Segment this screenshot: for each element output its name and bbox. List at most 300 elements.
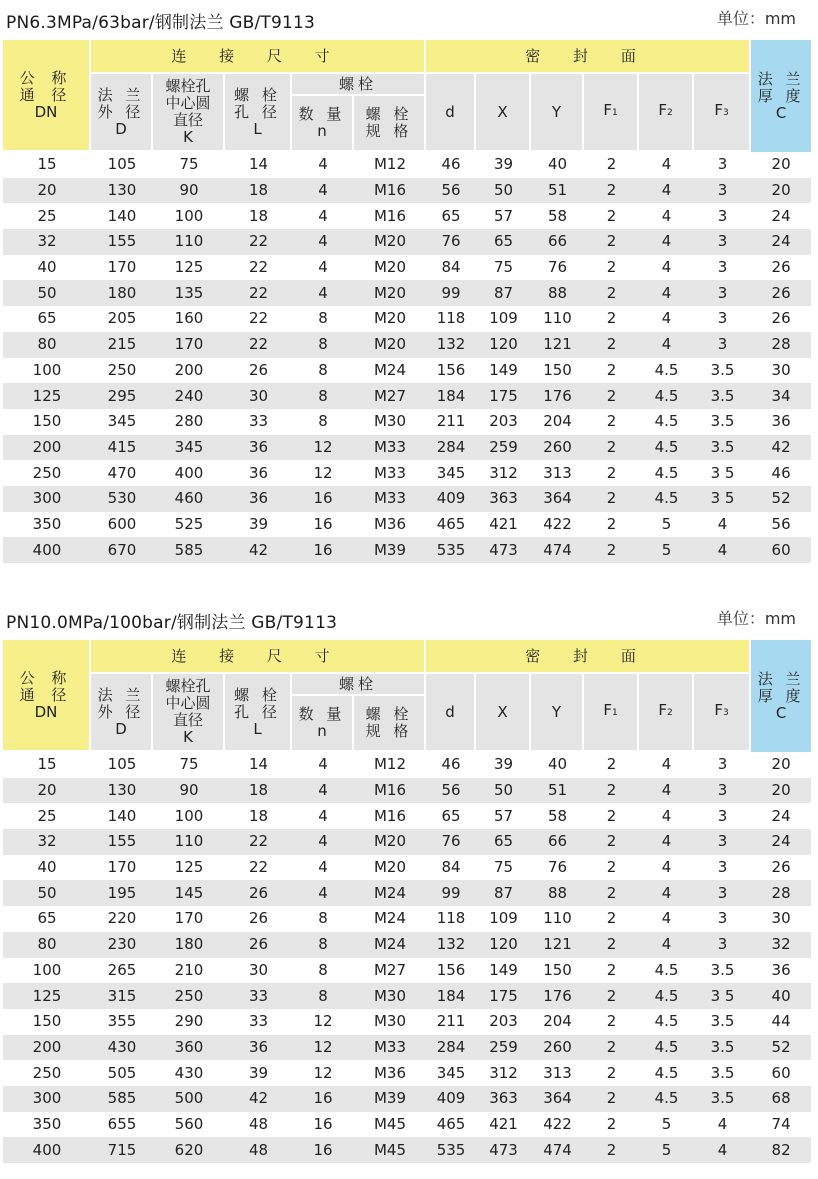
- table-cell: 33: [248, 412, 269, 431]
- table-cell: 3: [717, 755, 728, 774]
- table-row: [3, 537, 811, 563]
- table-cell: 4: [661, 755, 672, 774]
- table-cell: 315: [91, 983, 153, 1009]
- table-cell: M20: [373, 258, 407, 277]
- table-cell: 4: [318, 155, 328, 174]
- table-cell: 2: [606, 1012, 617, 1031]
- table-cell: 2: [584, 1137, 639, 1163]
- table-cell: 135: [153, 280, 225, 306]
- table-cell: 156: [436, 360, 466, 379]
- table-cell: 3: [694, 280, 751, 306]
- table-cell: 110: [153, 229, 225, 255]
- table-cell: 20: [751, 178, 811, 204]
- table-cell: 60: [751, 537, 811, 563]
- spec-table-body: [3, 152, 811, 563]
- table-cell: 65: [37, 309, 57, 328]
- table-cell: 33: [225, 983, 292, 1009]
- table-cell: 132: [426, 932, 476, 958]
- table-cell: 99: [426, 280, 476, 306]
- table-cell: 130: [91, 778, 153, 804]
- table-cell: 80: [3, 932, 91, 958]
- table-cell: 4.5: [639, 1035, 694, 1061]
- table-cell: 42: [751, 435, 811, 461]
- table-cell: M27: [354, 383, 426, 409]
- table-cell: 16: [292, 486, 354, 512]
- table-cell: 28: [751, 332, 811, 358]
- table-cell: 18: [225, 178, 292, 204]
- table-cell: 3 5: [710, 463, 735, 482]
- table-cell: M27: [373, 960, 407, 979]
- table-cell: 3.5: [694, 383, 751, 409]
- table-row: [3, 983, 811, 1009]
- table-cell: 2: [584, 778, 639, 804]
- table-cell: 2: [606, 1114, 617, 1133]
- table-cell: 22: [248, 309, 269, 328]
- table-cell: M16: [373, 806, 407, 825]
- table-cell: 2: [606, 309, 617, 328]
- table-cell: 3: [694, 829, 751, 855]
- table-cell: 155: [91, 829, 153, 855]
- table-cell: 68: [751, 1086, 811, 1112]
- table-cell: 350: [32, 1114, 62, 1133]
- table-cell: 150: [32, 1012, 62, 1031]
- table-cell: 560: [174, 1114, 204, 1133]
- table-cell: 300: [3, 1086, 91, 1112]
- table-cell: 474: [531, 1137, 584, 1163]
- table-cell: 4.5: [639, 983, 694, 1009]
- seal-f2-header: F2: [639, 74, 694, 152]
- table-cell: 40: [547, 155, 568, 174]
- table-cell: 203: [489, 412, 518, 431]
- table-cell: 260: [531, 1035, 584, 1061]
- table-cell: M30: [373, 1012, 407, 1031]
- table-cell: 24: [751, 229, 811, 255]
- table-cell: 36: [248, 463, 269, 482]
- table-row: [3, 932, 811, 958]
- table-cell: 205: [107, 309, 137, 328]
- table-cell: 4: [318, 206, 328, 225]
- table-cell: 39: [248, 1063, 269, 1082]
- table-cell: 22: [248, 258, 269, 277]
- table-cell: 355: [107, 1012, 137, 1031]
- table-row: [3, 1035, 811, 1061]
- table-cell: 2: [606, 960, 617, 979]
- table-cell: 280: [174, 412, 204, 431]
- table-cell: 22: [225, 332, 292, 358]
- table-cell: 184: [426, 983, 476, 1009]
- table-cell: 105: [107, 155, 137, 174]
- table-cell: 3: [694, 778, 751, 804]
- table-cell: 3: [694, 332, 751, 358]
- table-cell: 4: [318, 755, 328, 774]
- table-cell: 46: [441, 155, 461, 174]
- table-cell: 3: [694, 178, 751, 204]
- table-row: [3, 306, 811, 332]
- outer-diameter-header: 法 兰 外 径 D: [91, 674, 153, 752]
- table-cell: 284: [426, 1035, 476, 1061]
- table-cell: 500: [153, 1086, 225, 1112]
- table-cell: 14: [248, 155, 269, 174]
- table-cell: 110: [543, 309, 572, 328]
- table-cell: 36: [225, 486, 292, 512]
- table-cell: 345: [436, 1063, 466, 1082]
- table-cell: 2: [606, 360, 617, 379]
- table-cell: 4: [292, 880, 354, 906]
- table-cell: 211: [436, 412, 466, 431]
- table-cell: 18: [248, 806, 269, 825]
- table-cell: 76: [547, 258, 568, 277]
- table-cell: 36: [771, 960, 791, 979]
- table-cell: 4.5: [654, 1063, 679, 1082]
- table-cell: 175: [476, 383, 531, 409]
- table-cell: 121: [531, 932, 584, 958]
- table-cell: 170: [153, 332, 225, 358]
- table-cell: 184: [426, 383, 476, 409]
- table-row: [3, 203, 811, 229]
- table-cell: 76: [426, 229, 476, 255]
- table-cell: 400: [3, 537, 91, 563]
- table-cell: 250: [32, 463, 62, 482]
- table-cell: 4: [318, 258, 328, 277]
- table-cell: 195: [91, 880, 153, 906]
- table-cell: 2: [606, 258, 617, 277]
- table-cell: 65: [476, 229, 531, 255]
- table-cell: 39: [493, 155, 514, 174]
- table-cell: 125: [174, 258, 204, 277]
- table-cell: 180: [91, 280, 153, 306]
- seal-x-header: X: [476, 74, 531, 152]
- spec-table-body: [3, 752, 811, 1163]
- table-cell: M24: [373, 909, 407, 928]
- table-cell: 200: [3, 1035, 91, 1061]
- table-cell: 210: [174, 960, 204, 979]
- table-cell: M12: [373, 755, 407, 774]
- section-title: PN6.3MPa/63bar/钢制法兰 GB/T9113: [6, 13, 316, 33]
- table-cell: M30: [373, 412, 407, 431]
- table-cell: 312: [489, 463, 518, 482]
- table-cell: 3 5: [694, 983, 751, 1009]
- table-cell: 120: [476, 932, 531, 958]
- table-cell: 40: [37, 858, 57, 877]
- table-cell: 400: [174, 463, 204, 482]
- table-cell: 470: [107, 463, 137, 482]
- table-cell: 36: [225, 1035, 292, 1061]
- table-cell: 4: [661, 858, 672, 877]
- table-cell: 200: [174, 360, 204, 379]
- table-cell: 160: [174, 309, 204, 328]
- table-cell: 2: [584, 280, 639, 306]
- sealing-face-header: 密 封 面: [426, 640, 751, 674]
- table-cell: 32: [751, 932, 811, 958]
- table-cell: 30: [225, 383, 292, 409]
- table-row: [3, 332, 811, 358]
- table-cell: 66: [531, 229, 584, 255]
- table-cell: M20: [354, 829, 426, 855]
- table-row: [3, 486, 811, 512]
- table-cell: 25: [37, 206, 57, 225]
- table-cell: 100: [32, 360, 62, 379]
- table-cell: M24: [373, 360, 407, 379]
- table-cell: 4: [717, 1114, 728, 1133]
- table-cell: 125: [3, 983, 91, 1009]
- table-cell: 2: [584, 435, 639, 461]
- bolt-hole-header: 螺 栓 孔 径 L: [225, 674, 292, 752]
- table-cell: 12: [313, 463, 333, 482]
- table-cell: 5: [639, 537, 694, 563]
- table-cell: 3: [717, 258, 728, 277]
- bolt-count-header: 数 量 n: [292, 696, 354, 752]
- table-cell: 140: [107, 806, 137, 825]
- table-cell: 87: [476, 280, 531, 306]
- bolt-hole-header: 螺 栓 孔 径 L: [225, 74, 292, 152]
- table-cell: 3: [717, 806, 728, 825]
- table-cell: 125: [174, 858, 204, 877]
- table-cell: 42: [225, 537, 292, 563]
- table-cell: 4: [292, 178, 354, 204]
- table-cell: 204: [543, 1012, 572, 1031]
- table-cell: 421: [489, 514, 518, 533]
- table-cell: 36: [225, 435, 292, 461]
- table-cell: 215: [91, 332, 153, 358]
- table-cell: 12: [313, 1012, 333, 1031]
- table-cell: 655: [107, 1114, 137, 1133]
- table-cell: M20: [354, 280, 426, 306]
- seal-y-header: Y: [531, 74, 584, 152]
- connect-dimensions-header: 连 接 尺 寸: [91, 40, 426, 74]
- table-cell: 5: [661, 1114, 672, 1133]
- table-cell: 211: [436, 1012, 466, 1031]
- table-cell: 8: [318, 360, 328, 379]
- table-cell: M24: [354, 880, 426, 906]
- table-cell: 36: [771, 412, 791, 431]
- table-cell: 57: [493, 206, 514, 225]
- table-cell: M30: [354, 983, 426, 1009]
- table-cell: 260: [531, 435, 584, 461]
- table-row: [3, 958, 811, 984]
- table-cell: 409: [426, 1086, 476, 1112]
- table-cell: 250: [107, 360, 137, 379]
- table-cell: 30: [771, 360, 791, 379]
- table-cell: 8: [292, 983, 354, 1009]
- table-cell: 465: [436, 514, 466, 533]
- table-cell: 2: [606, 412, 617, 431]
- table-cell: 16: [292, 1137, 354, 1163]
- table-cell: 2: [584, 486, 639, 512]
- table-cell: 22: [225, 829, 292, 855]
- table-cell: 3: [717, 309, 728, 328]
- table-cell: 56: [426, 778, 476, 804]
- table-cell: 50: [3, 280, 91, 306]
- table-cell: 32: [3, 829, 91, 855]
- table-row: [3, 778, 811, 804]
- table-cell: 88: [531, 280, 584, 306]
- table-cell: 84: [441, 258, 461, 277]
- table-cell: 58: [547, 206, 568, 225]
- table-row: [3, 1060, 811, 1086]
- table-cell: M39: [354, 537, 426, 563]
- table-row: [3, 280, 811, 306]
- table-cell: 4: [292, 829, 354, 855]
- table-cell: 121: [531, 332, 584, 358]
- table-cell: 15: [37, 155, 57, 174]
- table-row: [3, 1137, 811, 1163]
- table-cell: 3: [694, 229, 751, 255]
- table-cell: 26: [248, 360, 269, 379]
- table-cell: 600: [107, 514, 137, 533]
- table-cell: 42: [225, 1086, 292, 1112]
- table-cell: 250: [32, 1063, 62, 1082]
- table-cell: 130: [91, 178, 153, 204]
- table-cell: 3.5: [694, 1035, 751, 1061]
- table-cell: 364: [531, 486, 584, 512]
- table-cell: 230: [91, 932, 153, 958]
- table-cell: 76: [547, 858, 568, 877]
- table-cell: 4: [639, 332, 694, 358]
- table-cell: M20: [373, 858, 407, 877]
- table-cell: 32: [3, 229, 91, 255]
- table-cell: 39: [493, 755, 514, 774]
- table-cell: 149: [489, 360, 518, 379]
- table-cell: 65: [37, 909, 57, 928]
- table-cell: 8: [292, 383, 354, 409]
- table-cell: M36: [373, 514, 407, 533]
- table-cell: 75: [493, 258, 514, 277]
- table-cell: 26: [225, 932, 292, 958]
- table-cell: 155: [91, 229, 153, 255]
- table-cell: 4.5: [639, 1086, 694, 1112]
- table-row: [3, 435, 811, 461]
- table-cell: 25: [37, 806, 57, 825]
- table-cell: 430: [174, 1063, 204, 1082]
- table-cell: 58: [547, 806, 568, 825]
- table-cell: 75: [493, 858, 514, 877]
- table-cell: 150: [543, 960, 572, 979]
- table-cell: 56: [771, 514, 791, 533]
- thickness-header: 法 兰 厚 度 C: [751, 40, 811, 152]
- table-row: [3, 752, 811, 778]
- table-cell: 2: [584, 829, 639, 855]
- table-cell: 8: [318, 309, 328, 328]
- table-cell: 18: [248, 206, 269, 225]
- table-cell: 4: [639, 880, 694, 906]
- table-cell: M12: [373, 155, 407, 174]
- table-cell: 28: [751, 880, 811, 906]
- table-cell: 2: [584, 1035, 639, 1061]
- table-cell: 4: [694, 1137, 751, 1163]
- table-cell: 250: [153, 983, 225, 1009]
- table-cell: 8: [292, 332, 354, 358]
- table-cell: 74: [771, 1114, 791, 1133]
- table-row: [3, 1112, 811, 1138]
- table-cell: 140: [107, 206, 137, 225]
- table-cell: 12: [292, 435, 354, 461]
- table-cell: 620: [153, 1137, 225, 1163]
- table-row: [3, 829, 811, 855]
- table-row: [3, 460, 811, 486]
- table-cell: 3.5: [710, 1012, 735, 1031]
- table-cell: 46: [771, 463, 791, 482]
- spec-table: [3, 40, 811, 563]
- table-cell: 99: [426, 880, 476, 906]
- table-cell: 3.5: [710, 360, 735, 379]
- table-cell: 4: [639, 229, 694, 255]
- table-cell: 170: [107, 858, 137, 877]
- table-cell: M45: [373, 1114, 407, 1133]
- table-cell: 110: [153, 829, 225, 855]
- table-cell: 4: [292, 229, 354, 255]
- table-cell: 24: [751, 829, 811, 855]
- table-cell: 203: [489, 1012, 518, 1031]
- table-cell: 3: [717, 909, 728, 928]
- table-cell: 16: [292, 1086, 354, 1112]
- table-cell: 176: [531, 383, 584, 409]
- table-cell: 22: [248, 858, 269, 877]
- table-cell: 415: [91, 435, 153, 461]
- table-cell: 20: [771, 155, 791, 174]
- table-cell: 87: [476, 880, 531, 906]
- table-cell: 46: [441, 755, 461, 774]
- table-cell: 50: [476, 178, 531, 204]
- bolt-header: 螺栓: [292, 74, 426, 96]
- table-cell: 265: [107, 960, 137, 979]
- table-cell: 525: [174, 514, 204, 533]
- table-cell: 75: [179, 155, 199, 174]
- table-cell: 14: [248, 755, 269, 774]
- table-cell: 60: [771, 1063, 791, 1082]
- table-cell: 4: [639, 178, 694, 204]
- table-cell: 363: [476, 486, 531, 512]
- table-cell: 56: [426, 178, 476, 204]
- table-cell: M33: [354, 1035, 426, 1061]
- table-cell: M16: [354, 778, 426, 804]
- table-cell: M36: [373, 1063, 407, 1082]
- table-cell: 300: [3, 486, 91, 512]
- table-cell: 4: [661, 155, 672, 174]
- table-cell: 26: [771, 309, 791, 328]
- table-cell: 80: [3, 332, 91, 358]
- table-cell: 65: [441, 806, 461, 825]
- table-row: [3, 855, 811, 881]
- seal-f1-header: F1: [584, 674, 639, 752]
- table-cell: 30: [771, 909, 791, 928]
- table-cell: M24: [354, 932, 426, 958]
- table-cell: M20: [354, 229, 426, 255]
- table-cell: 284: [426, 435, 476, 461]
- table-cell: 4: [639, 932, 694, 958]
- table-cell: 30: [248, 960, 269, 979]
- table-cell: 473: [476, 537, 531, 563]
- table-cell: 430: [91, 1035, 153, 1061]
- table-cell: 3: [694, 932, 751, 958]
- table-cell: 120: [476, 332, 531, 358]
- seal-f3-header: F3: [694, 74, 751, 152]
- table-cell: 2: [584, 880, 639, 906]
- table-cell: 350: [32, 514, 62, 533]
- table-cell: 51: [531, 178, 584, 204]
- bolt-circle-header: 螺栓孔 中心圆 直径 K: [153, 674, 225, 752]
- table-cell: 20: [771, 755, 791, 774]
- table-cell: 52: [751, 486, 811, 512]
- thickness-header: 法 兰 厚 度 C: [751, 640, 811, 752]
- table-cell: 100: [32, 960, 62, 979]
- table-cell: 50: [3, 880, 91, 906]
- table-cell: 345: [153, 435, 225, 461]
- table-cell: 125: [3, 383, 91, 409]
- table-cell: 20: [3, 178, 91, 204]
- table-cell: 535: [426, 537, 476, 563]
- table-cell: 4: [661, 806, 672, 825]
- table-cell: 90: [153, 778, 225, 804]
